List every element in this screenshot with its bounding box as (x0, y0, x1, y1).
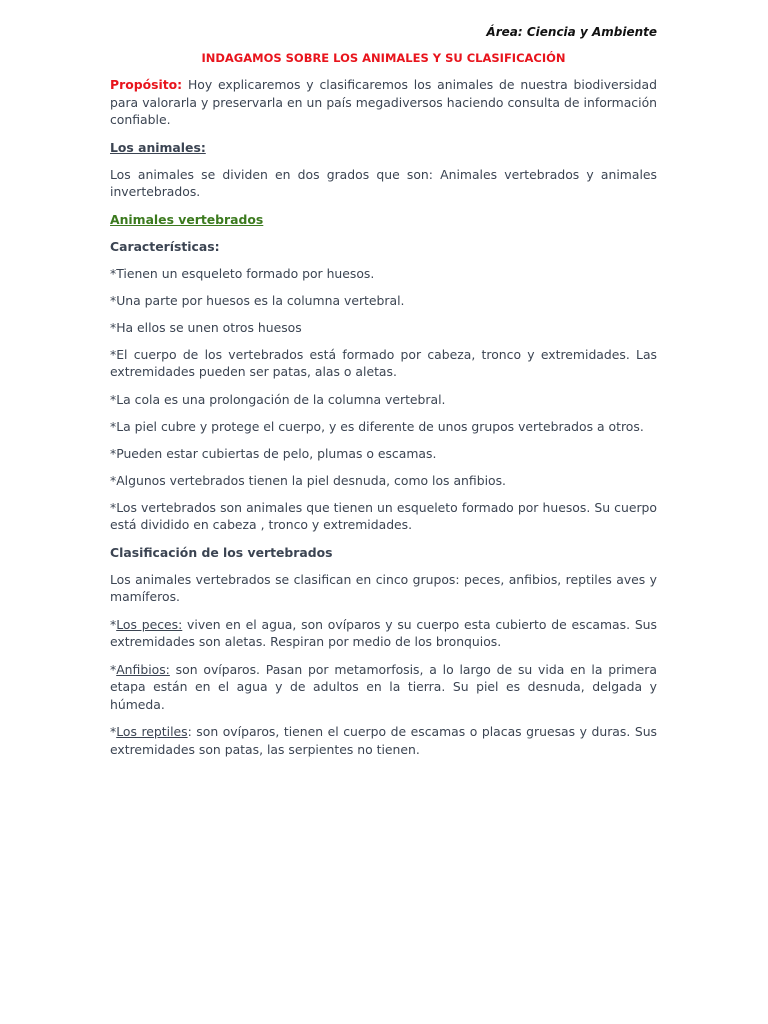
characteristic-item: *Pueden estar cubiertas de pelo, plumas o escamas. (110, 445, 437, 461)
group-name-amphibians: Anfibios: (116, 661, 170, 677)
characteristic-item: *La piel cubre y protege el cuerpo, y es diferente de unos grupos vertebrados a otros. (110, 418, 644, 434)
group-prefix: * (110, 724, 117, 739)
vertebrates-heading-line (110, 211, 657, 229)
animals-paragraph: Los animales se dividen en dos grados que son: Animales vertebrados y animales invertebrados. (110, 166, 657, 199)
characteristic-item: *Los vertebrados son animales que tienen un esqueleto formado por huesos. Su cuerpo está dividido en cabeza , tronco y extremidades. (110, 499, 657, 532)
animals-heading-line (110, 139, 657, 157)
purpose-text: Hoy explicaremos y clasificaremos los animales de nuestra biodiversidad para valorarla y preservarla en un país megadiversos haciendo consulta de información confiable. (110, 77, 657, 127)
characteristics-heading: Características: (110, 238, 220, 254)
document-page (110, 24, 657, 768)
vertebrates-heading: Animales vertebrados (110, 211, 264, 227)
animals-heading: Los animales: (110, 139, 206, 155)
group-paragraph-fish (110, 616, 657, 651)
characteristic-item: *Tienen un esqueleto formado por huesos. (110, 265, 375, 281)
characteristics-heading-line (110, 238, 657, 256)
characteristic-item: *El cuerpo de los vertebrados está formado por cabeza, tronco y extremidades. Las extremidades pueden ser patas, alas o aletas. (110, 346, 657, 379)
group-prefix: * (110, 616, 117, 632)
group-text-amphibians: son ovíparos. Pasan por metamorfosis, a lo largo de su vida en la primera etapa están en el agua y de adultos en la tierra. Su piel es desnuda, delgada y húmeda. (110, 661, 657, 712)
group-name-reptiles: Los reptiles (116, 724, 188, 739)
group-paragraph-amphibians (110, 661, 657, 714)
purpose-paragraph (110, 76, 657, 129)
characteristic-item: *La cola es una prolongación de la columna vertebral. (110, 391, 446, 407)
document-title: INDAGAMOS SOBRE LOS ANIMALES Y SU CLASIFICACIÓN (201, 51, 566, 65)
characteristic-item: *Una parte por huesos es la columna vertebral. (110, 292, 405, 308)
purpose-label: Propósito: (110, 77, 183, 92)
classification-intro: Los animales vertebrados se clasifican en cinco grupos: peces, anfibios, reptiles aves y mamíferos. (110, 571, 657, 604)
characteristic-item: *Algunos vertebrados tienen la piel desnuda, como los anfibios. (110, 472, 506, 488)
classification-heading: Clasificación de los vertebrados (110, 544, 333, 560)
group-prefix: * (110, 661, 117, 677)
classification-heading-line (110, 544, 657, 562)
group-text-reptiles: : son ovíparos, tienen el cuerpo de escamas o placas gruesas y duras. Sus extremidades son patas, las serpientes no tienen. (110, 724, 658, 757)
group-name-fish: Los peces: (116, 616, 183, 632)
characteristic-item: *Ha ellos se unen otros huesos (110, 319, 302, 335)
subject-area: Área: Ciencia y Ambiente (486, 25, 657, 39)
group-text-fish: viven en el agua, son ovíparos y su cuerpo esta cubierto de escamas. Sus extremidades son aletas. Respiran por medio de los bronquios. (110, 616, 657, 649)
group-paragraph-reptiles (110, 723, 657, 758)
